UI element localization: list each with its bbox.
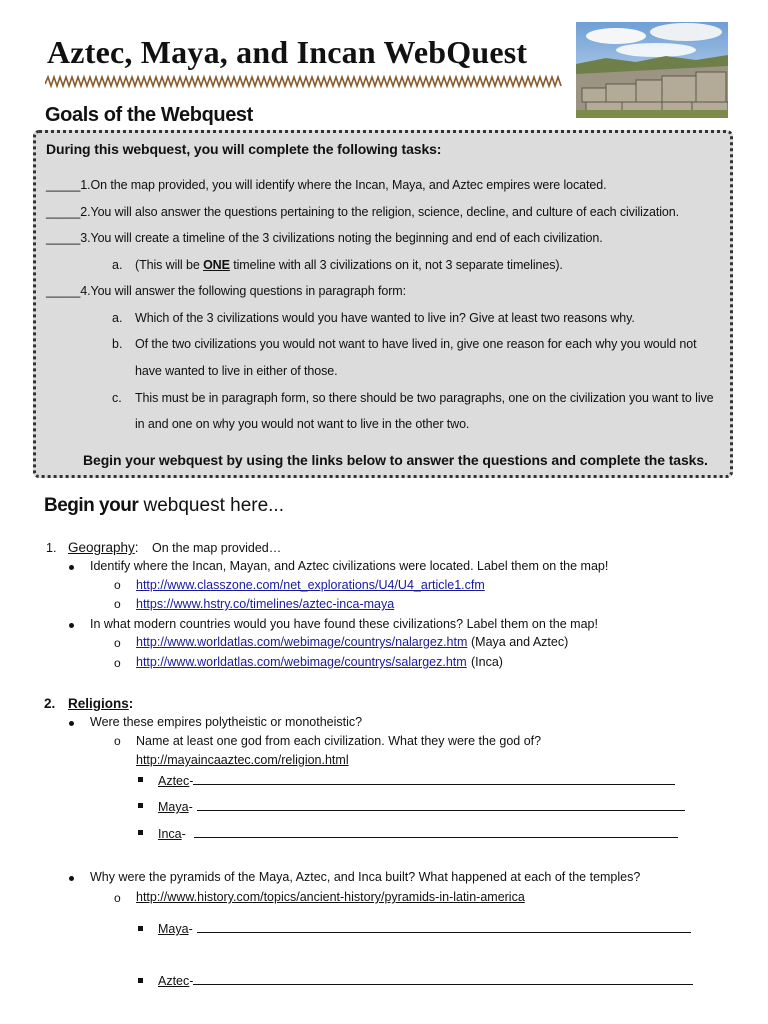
geography-q2: In what modern countries would you have found these civilizations? Label them on the map! [90, 617, 598, 631]
geography-link-3-note: (Maya and Aztec) [471, 635, 569, 649]
page-title: Aztec, Maya, and Incan WebQuest [47, 34, 528, 70]
religions-heading [68, 696, 133, 711]
square-bullet-icon [138, 926, 143, 931]
religions-colon: : [128, 696, 134, 711]
inca-wall-photo [576, 22, 728, 118]
begin-heading-rest: webquest here... [138, 495, 284, 516]
task-3 [46, 231, 603, 245]
bullet [69, 721, 74, 726]
dash: - [188, 800, 193, 814]
task-4b-line2: have wanted to live in either of those. [135, 364, 338, 378]
religions-link-1[interactable]: http://mayaincaaztec.com/religion.html [136, 753, 349, 767]
religions-label: Religions [68, 696, 129, 711]
task-4c-label: c. [112, 391, 122, 405]
task-1-text: 1.On the map provided, you will identify where the Incan, Maya, and Aztec empires were located. [80, 178, 607, 192]
bullet [69, 876, 74, 881]
square-bullet-icon [138, 830, 143, 835]
task-4b-label: b. [112, 337, 123, 351]
task-4-text: 4.You will answer the following questions in paragraph form: [80, 284, 406, 298]
task-3a [135, 258, 563, 272]
square-bullet-icon [138, 978, 143, 983]
square-bullet-icon [138, 777, 143, 782]
task-4a-label: a. [112, 311, 123, 325]
goals-heading: Goals of the Webquest [45, 104, 253, 126]
task-4c-line1: This must be in paragraph form, so there should be two paragraphs, one on the civilization you want to live [135, 391, 714, 405]
goals-closing: Begin your webquest by using the links below to answer the questions and complete the tasks. [83, 452, 708, 468]
geography-link-4-note: (Inca) [471, 655, 503, 669]
religions-sub1: Name at least one god from each civilization. What they were the god of? [136, 734, 542, 748]
dash: - [189, 974, 194, 988]
inca-label: Inca [158, 827, 182, 841]
circle-bullet-icon: o [114, 734, 121, 748]
maya-answer-line[interactable] [158, 798, 685, 814]
dash: - [181, 827, 186, 841]
square-bullet-icon [138, 803, 143, 808]
pyramid-aztec-answer-line[interactable] [158, 972, 693, 988]
answer-blank[interactable] [193, 772, 675, 785]
task-2-text: 2.You will also answer the questions pertaining to the religion, science, decline, and culture of each civilization. [80, 205, 679, 219]
inca-answer-line[interactable] [158, 825, 678, 841]
task-3a-pre: (This will be [135, 258, 204, 272]
religions-link-2[interactable]: http://www.history.com/topics/ancient-history/pyramids-in-latin-america [136, 890, 525, 904]
geography-link-3[interactable]: http://www.worldatlas.com/webimage/countrys/nalargez.htm [136, 635, 468, 649]
task-blank: _____ [46, 284, 81, 298]
maya-label: Maya [158, 800, 189, 814]
task-1 [46, 178, 606, 192]
task-blank: _____ [46, 205, 81, 219]
task-blank: _____ [46, 178, 81, 192]
begin-heading-bold: Begin your [44, 495, 139, 516]
task-4 [46, 284, 406, 298]
bullet [69, 623, 74, 628]
religions-q2: Why were the pyramids of the Maya, Aztec, and Inca built? What happened at each of the temples? [90, 870, 641, 884]
task-2 [46, 205, 679, 219]
task-3a-emphasis: ONE [203, 258, 230, 272]
zigzag-divider [45, 74, 565, 90]
geography-label: Geography [68, 540, 135, 555]
bullet [69, 565, 74, 570]
aztec-label: Aztec [158, 774, 190, 788]
goals-box [33, 130, 733, 478]
task-3-text: 3.You will create a timeline of the 3 civilizations noting the beginning and end of each civilization. [80, 231, 603, 245]
geography-colon: : [134, 540, 139, 555]
answer-blank[interactable] [193, 972, 693, 985]
aztec-label: Aztec [158, 974, 190, 988]
aztec-answer-line[interactable] [158, 772, 675, 788]
religions-number: 2. [44, 696, 56, 711]
dash: - [189, 774, 194, 788]
circle-bullet-icon: o [114, 597, 121, 611]
begin-heading [44, 495, 284, 517]
goals-intro: During this webquest, you will complete the following tasks: [46, 141, 442, 157]
answer-blank[interactable] [194, 825, 678, 838]
geography-heading [68, 540, 139, 555]
task-blank: _____ [46, 231, 81, 245]
circle-bullet-icon: o [114, 578, 121, 592]
maya-label: Maya [158, 922, 189, 936]
dash: - [188, 922, 193, 936]
circle-bullet-icon: o [114, 891, 121, 905]
geography-number: 1. [46, 541, 57, 555]
circle-bullet-icon: o [114, 656, 121, 670]
task-4b-line1: Of the two civilizations you would not want to have lived in, give one reason for each why you would not [135, 337, 697, 351]
task-4c-line2: in and one on why you would not want to live in the other two. [135, 417, 470, 431]
circle-bullet-icon: o [114, 636, 121, 650]
geography-q1: Identify where the Incan, Mayan, and Aztec civilizations were located. Label them on the map! [90, 559, 609, 573]
task-4a: Which of the 3 civilizations would you have wanted to live in? Give at least two reasons why. [135, 311, 635, 325]
answer-blank[interactable] [197, 798, 685, 811]
geography-link-2[interactable]: https://www.hstry.co/timelines/aztec-inca-maya [136, 597, 395, 611]
pyramid-maya-answer-line[interactable] [158, 920, 691, 936]
task-3a-post: timeline with all 3 civilizations on it, not 3 separate timelines). [229, 258, 563, 272]
religions-q1: Were these empires polytheistic or monotheistic? [90, 715, 363, 729]
geography-intro: On the map provided… [152, 541, 282, 555]
answer-blank[interactable] [197, 920, 691, 933]
task-3a-label: a. [112, 258, 123, 272]
geography-link-1[interactable]: http://www.classzone.com/net_explorations/U4/U4_article1.cfm [136, 578, 485, 592]
geography-link-4[interactable]: http://www.worldatlas.com/webimage/countrys/salargez.htm [136, 655, 467, 669]
